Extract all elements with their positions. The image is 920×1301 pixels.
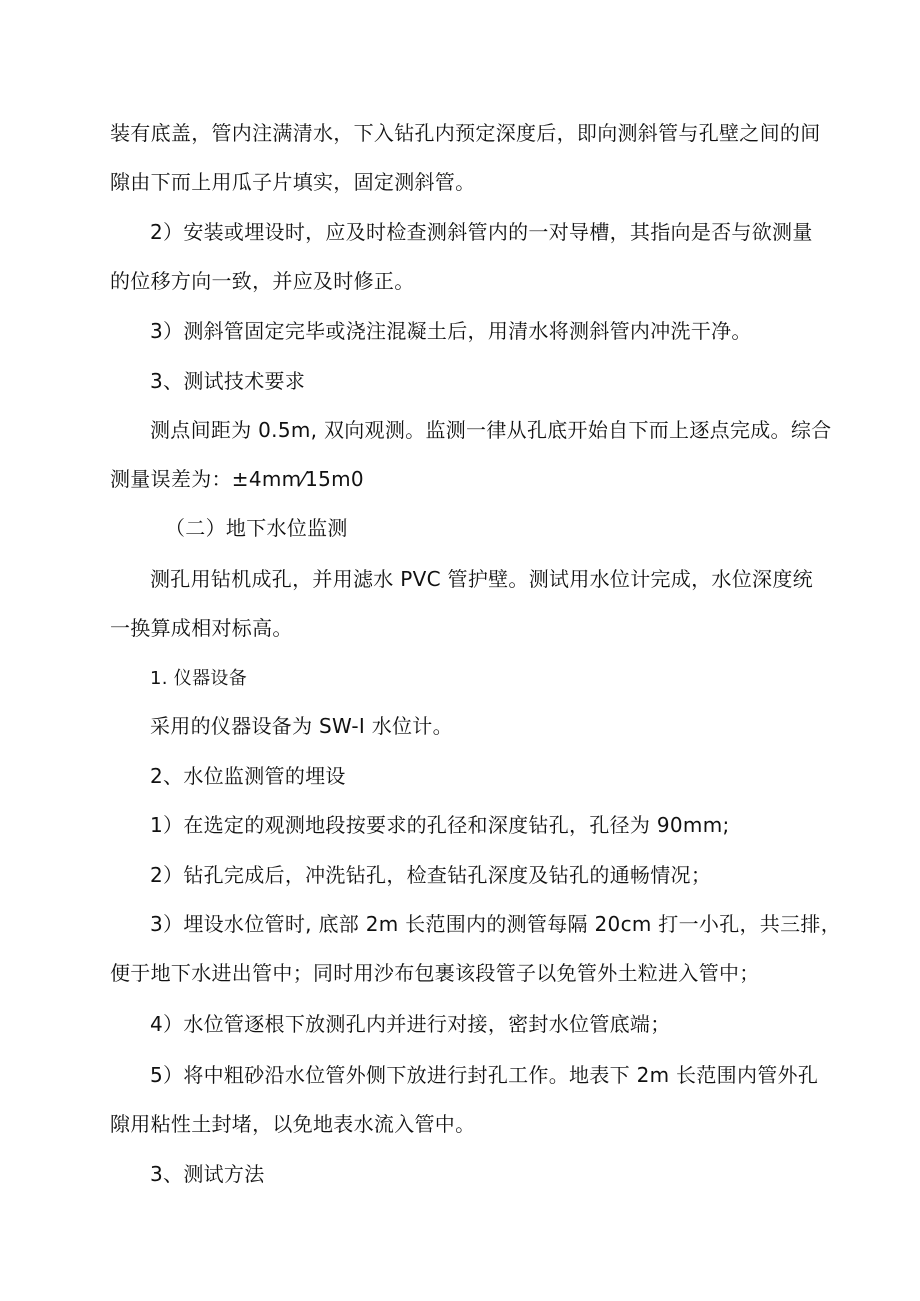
text-line: 装有底盖，管内注满清水，下入钻孔内预定深度后，即向测斜管与孔壁之间的间 xyxy=(110,121,821,145)
text-line: 测量误差为：±4mm⁄15m0 xyxy=(110,467,364,491)
text-line: 采用的仪器设备为 SW-I 水位计。 xyxy=(150,714,453,738)
text-line: 隙用粘性土封堵，以免地表水流入管中。 xyxy=(110,1112,476,1136)
section-heading: 3、测试技术要求 xyxy=(150,369,306,393)
text-line: 测孔用钻机成孔，并用滤水 PVC 管护壁。测试用水位计完成，水位深度统 xyxy=(150,567,813,591)
section-heading: （二）地下水位监测 xyxy=(165,516,348,540)
text-line: 3）测斜管固定完毕或浇注混凝土后，用清水将测斜管内冲洗干净。 xyxy=(150,319,752,343)
section-heading: 1. 仪器设备 xyxy=(150,668,247,689)
section-heading: 3、测试方法 xyxy=(150,1162,265,1186)
text-line: 隙由下而上用瓜子片填实，固定测斜管。 xyxy=(110,170,476,194)
list-item: 1）在选定的观测地段按要求的孔径和深度钻孔，孔径为 90mm; xyxy=(150,813,730,837)
list-item: 2）钻孔完成后，冲洗钻孔，检查钻孔深度及钻孔的通畅情况； xyxy=(150,863,712,887)
text-line: 的位移方向一致，并应及时修正。 xyxy=(110,269,415,293)
text-line: 2）安装或埋设时，应及时检查测斜管内的一对导槽，其指向是否与欲测量 xyxy=(150,220,813,244)
section-heading: 2、水位监测管的埋设 xyxy=(150,764,346,788)
list-item: 3）埋设水位管时, 底部 2m 长范围内的测管每隔 20cm 打一小孔，共三排， xyxy=(150,912,842,936)
text-line: 测点间距为 0.5m, 双向观测。监测一律从孔底开始自下而上逐点完成。综合 xyxy=(150,418,832,442)
list-item: 5）将中粗砂沿水位管外侧下放进行封孔工作。地表下 2m 长范围内管外孔 xyxy=(150,1063,819,1087)
list-item: 4）水位管逐根下放测孔内并进行对接，密封水位管底端； xyxy=(150,1012,671,1036)
text-line: 便于地下水进出管中；同时用沙布包裹该段管子以免管外土粒进入管中； xyxy=(110,961,760,985)
text-line: 一换算成相对标高。 xyxy=(110,616,293,640)
